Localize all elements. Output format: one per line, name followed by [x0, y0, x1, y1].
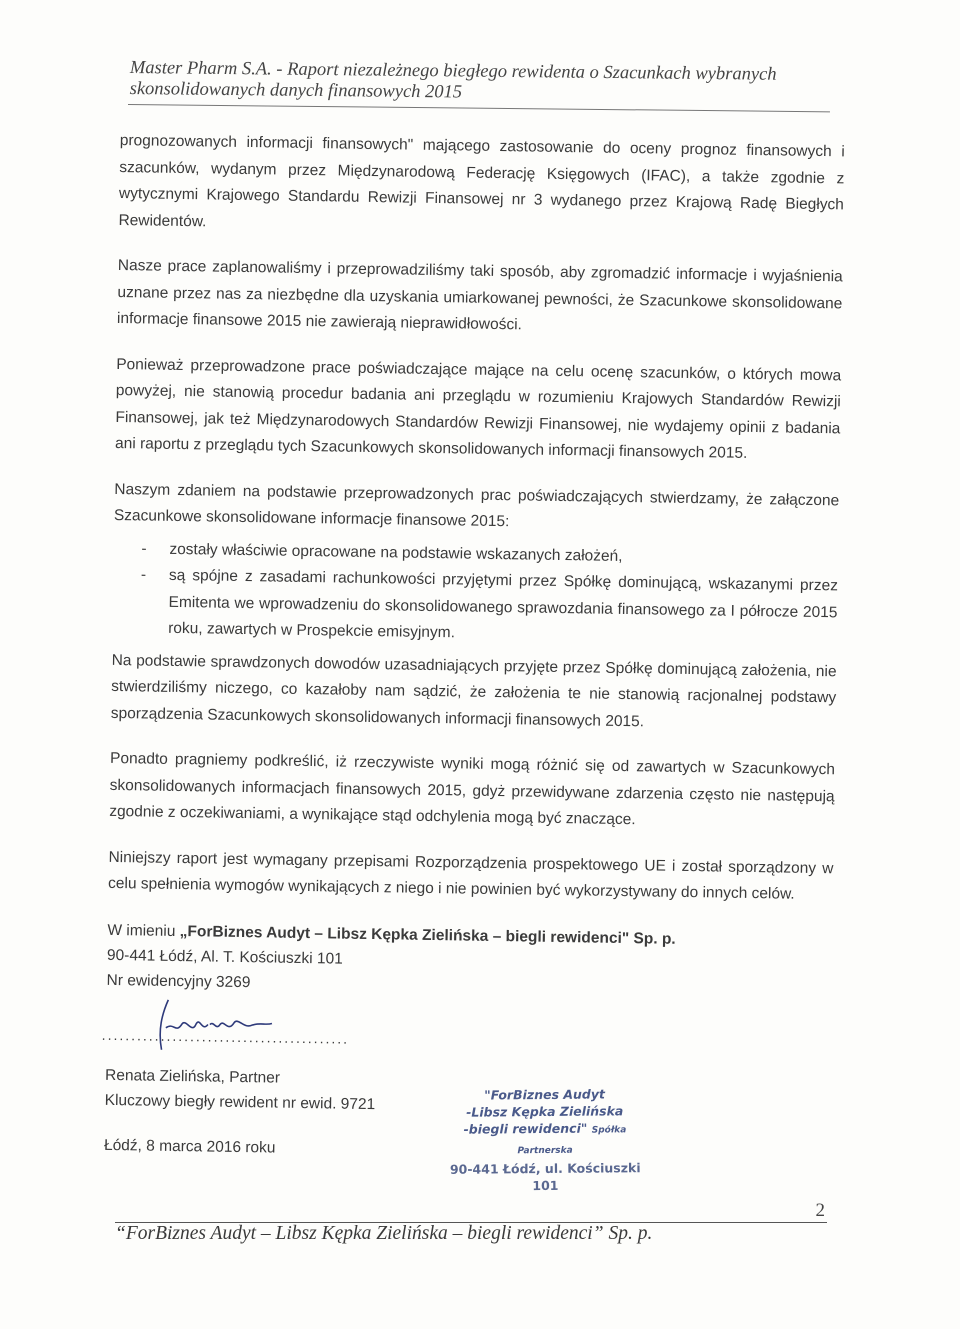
paragraph-5: Na podstawie sprawdzonych dowodów uzasadniających przyjęte przez Spółkę dominującą założenia, nie stwierdziliśmy niczego, co kazałoby nam sądzić, że założenia te nie stanowią racjonalnej podstawy sporządzenia Szacunkowych skonsolidowanych informacji finansowych 2015. — [110, 651, 837, 730]
company-stamp — [440, 1085, 651, 1195]
place-and-date: Łódź, 8 marca 2016 roku — [103, 1136, 276, 1157]
list-item — [112, 562, 838, 653]
signatory-role: Kluczowy biegły rewident nr ewid. 9721 — [104, 1091, 376, 1113]
conclusion-list — [112, 535, 839, 652]
signature-line: .......................................... — [101, 1026, 350, 1047]
registry-number: Nr ewidencyjny 3269 — [106, 971, 251, 991]
paragraph-1: prognozowanych informacji finansowych" mającego zastosowanie do oceny prognoz finansowych i szacunków, wydanym przez Międzynarodową Federację Księgowych (IFAC), a także zgodnie z wytycznymi Krajowego Standardu Rewizji Finansowej nr 3 wydanego przez Krajową Radę Biegłych Rewidentów. — [118, 131, 845, 230]
paragraph-4: Naszym zdaniem na podstawie przeprowadzonych prac poświadczających stwierdzamy, że załączone Szacunkowe skonsolidowane informacje finansowe 2015: — [113, 480, 840, 531]
stamp-line-2: -Libsz Kępka Zielińska — [466, 1103, 624, 1120]
stamp-line-1: "ForBiznes Audyt — [484, 1086, 606, 1103]
bullet-dash: - — [141, 539, 147, 557]
header-line-2: skonsolidowanych danych finansowych 2015 — [129, 78, 463, 103]
list-item-text: zostały właściwie opracowane na podstawie wskazanych założeń, — [169, 540, 623, 565]
firm-address: 90-441 Łódź, Al. T. Kościuszki 101 — [106, 946, 343, 968]
signature-area — [101, 992, 831, 1073]
stamp-line-3 — [440, 1119, 650, 1161]
header-line-1: Master Pharm S.A. - Raport niezależnego biegłego rewidenta o Szacunkach wybranych — [129, 58, 777, 85]
signatory-name: Renata Zielińska, Partner — [104, 1066, 281, 1087]
page-header — [130, 58, 830, 107]
paragraph-3: Ponieważ przeprowadzone prace poświadczające mające na celu ocenę szacunków, o których mowa powyżej, nie stanowią procedur badania ani przeglądu w rozumieniu Krajowych Standardów Rewizji Finansowej, jak też Międzynarodowych Standardów Rewizji Finansowej, nie wydajemy opinii z badania ani raportu z przeglądu tych Szacunkowych skonsolidowanych informacji finansowych 2015. — [114, 355, 842, 462]
stamp-address: 90-441 Łódź, ul. Kościuszki 101 — [449, 1160, 641, 1194]
list-item-text: są spójne z zasadami rachunkowości przyjętymi przez Spółkę dominującą, wskazanymi przez Emitenta we wprowadzeniu do skonsolidowanego sprawozdania finansowego za I półrocze 2015 roku, zawartych w Prospekcie emisyjnym. — [168, 566, 839, 642]
stamp-line-3-text: -biegli rewidenci" — [463, 1120, 588, 1137]
paragraph-6: Ponadto pragniemy podkreślić, iż rzeczywiste wyniki mogą różnić się od zawartych w Szacunkowych skonsolidowanych informacjach finansowych 2015, gdyż przewidywane zdarzenia często nie następują zgodnie z oczekiwaniami, a wynikające stąd odchylenia mogą być znaczące. — [109, 749, 836, 829]
paragraph-2: Nasze prace zaplanowaliśmy i przeprowadziliśmy taki sposób, aby zgromadzić informacje i wyjaśnienia uznane przez nas za niezbędne dla uzyskania umiarkowanej pewności, że Szacunkowe skonsolidowane informacje finansowe 2015 nie zawierają nieprawidłowości. — [116, 256, 843, 334]
paragraph-7: Niniejszy raport jest wymagany przepisami Rozporządzenia prospektowego UE i został sporządzony w celu spełnienia wymogów wynikających z niego i nie powinien być wykorzystywany do innych celów. — [107, 848, 834, 903]
firm-name: „ForBiznes Audyt – Libsz Kępka Zielińska – biegli rewidenci" Sp. p. — [179, 922, 676, 948]
page-number: 2 — [815, 1200, 825, 1221]
report-body — [101, 128, 845, 1169]
page-footer: “ForBiznes Audyt – Libsz Kępka Zielińska – biegli rewidenci” Sp. p. — [115, 1223, 653, 1244]
stamp-line-3-small: Spółka Partnerska — [517, 1125, 627, 1157]
bullet-dash: - — [140, 566, 147, 584]
signoff-prefix: W imieniu — [107, 921, 180, 940]
